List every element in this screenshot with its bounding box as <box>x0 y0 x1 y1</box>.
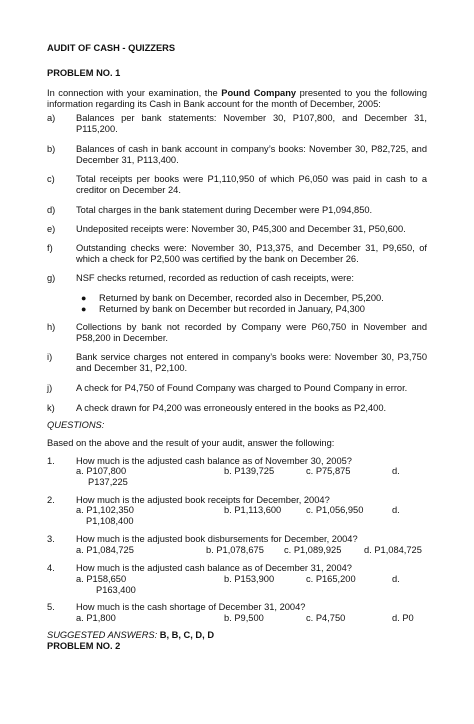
item-label: e) <box>47 224 56 234</box>
option-a: a. P107,800 <box>76 466 127 476</box>
item-f-line-1: Outstanding checks were: November 30, P13,375, and December 31, P9,650, of <box>76 243 427 253</box>
item-label: i) <box>47 352 53 362</box>
item-label: c) <box>47 174 55 184</box>
questions-intro: Based on the above and the result of your audit, answer the following: <box>47 438 335 448</box>
item-h-line-1: Collections by bank not recorded by Company were P60,750 in November and <box>76 322 427 332</box>
question-text: How much is the cash shortage of December 31, 2004? <box>76 602 306 612</box>
option-d-value: P163,400 <box>96 585 136 595</box>
suggested-answers: SUGGESTED ANSWERS: B, B, C, D, D <box>47 630 215 640</box>
question-number: 4. <box>47 563 55 573</box>
bullet-item: Returned by bank on December, recorded also in December, P5,200. <box>99 293 384 303</box>
bullet-icon: ● <box>81 304 87 314</box>
item-b-line-2: December 31, P113,400. <box>76 155 179 165</box>
problem-2-heading: PROBLEM NO. 2 <box>47 641 121 651</box>
option-b: b. P1,078,675 <box>206 545 264 555</box>
item-c-line-1: Total receipts per books were P1,110,950 of which P6,050 was paid in cash to a <box>76 174 427 184</box>
item-label: g) <box>47 273 56 283</box>
item-i-line-2: and December 31, P2,100. <box>76 363 188 373</box>
option-d-label: d. <box>392 505 400 515</box>
item-e-line-1: Undeposited receipts were: November 30, P45,300 and December 31, P50,600. <box>76 224 406 234</box>
item-k-line-1: A check drawn for P4,200 was erroneously entered in the books as P2,400. <box>76 403 387 413</box>
option-d: d. P0 <box>392 613 414 623</box>
item-j-line-1: A check for P4,750 of Found Company was charged to Pound Company in error. <box>76 383 408 393</box>
option-a: a. P1,102,350 <box>76 505 134 515</box>
option-d: d. P1,084,725 <box>364 545 422 555</box>
item-label: b) <box>47 144 56 154</box>
item-label: k) <box>47 403 55 413</box>
document-title: AUDIT OF CASH - QUIZZERS <box>47 43 176 53</box>
question-number: 3. <box>47 534 55 544</box>
item-label: d) <box>47 205 56 215</box>
option-c: c. P1,056,950 <box>306 505 364 515</box>
bullet-item: Returned by bank on December but recorded in January, P4,300 <box>99 304 365 314</box>
question-number: 5. <box>47 602 55 612</box>
question-number: 2. <box>47 495 55 505</box>
option-b: b. P1,113,600 <box>224 505 282 515</box>
item-g-line-1: NSF checks returned, recorded as reduction of cash receipts, were: <box>76 273 355 283</box>
item-f-line-2: which a check for P2,500 was certified by the bank on December 26. <box>76 254 359 264</box>
intro-line-1: In connection with your examination, the Pound Company presented to you the following <box>47 88 427 98</box>
company-name: Pound Company <box>221 88 297 98</box>
question-text: How much is the adjusted book disbursements for December, 2004? <box>76 534 358 544</box>
question-text: How much is the adjusted cash balance as of December 31, 2004? <box>76 563 352 573</box>
bullet-icon: ● <box>81 293 87 303</box>
option-c: c. P165,200 <box>306 574 356 584</box>
item-i-line-1: Bank service charges not entered in company’s books were: November 30, P3,750 <box>76 352 427 362</box>
option-a: a. P1,800 <box>76 613 116 623</box>
option-c: c. P1,089,925 <box>284 545 342 555</box>
option-b: b. P139,725 <box>224 466 275 476</box>
option-c: c. P75,875 <box>306 466 351 476</box>
item-a-line-2: P115,200. <box>76 124 118 134</box>
item-label: f) <box>47 243 53 253</box>
option-b: b. P9,500 <box>224 613 264 623</box>
option-d-label: d. <box>392 466 400 476</box>
option-d-value: P137,225 <box>88 477 128 487</box>
option-a: a. P158,650 <box>76 574 127 584</box>
question-text: How much is the adjusted cash balance as of November 30, 2005? <box>76 456 352 466</box>
item-d-line-1: Total charges in the bank statement during December were P1,094,850. <box>76 205 373 215</box>
option-c: c. P4,750 <box>306 613 346 623</box>
intro-line-2: information regarding its Cash in Bank account for the month of December, 2005: <box>47 99 381 109</box>
item-b-line-1: Balances of cash in bank account in company’s books: November 30, P82,725, and <box>76 144 427 154</box>
item-h-line-2: P58,200 in December. <box>76 333 168 343</box>
item-a-line-1: Balances per bank statements: November 30, P107,800, and December 31, <box>76 113 427 123</box>
option-a: a. P1,084,725 <box>76 545 134 555</box>
option-d-label: d. <box>392 574 400 584</box>
item-label: h) <box>47 322 56 332</box>
problem-1-heading: PROBLEM NO. 1 <box>47 68 121 78</box>
item-label: a) <box>47 113 56 123</box>
option-b: b. P153,900 <box>224 574 275 584</box>
item-label: j) <box>47 383 53 393</box>
item-c-line-2: creditor on December 24. <box>76 185 181 195</box>
question-number: 1. <box>47 456 55 466</box>
question-text: How much is the adjusted book receipts for December, 2004? <box>76 495 330 505</box>
option-d-value: P1,108,400 <box>86 516 134 526</box>
questions-heading: QUESTIONS: <box>47 420 105 430</box>
